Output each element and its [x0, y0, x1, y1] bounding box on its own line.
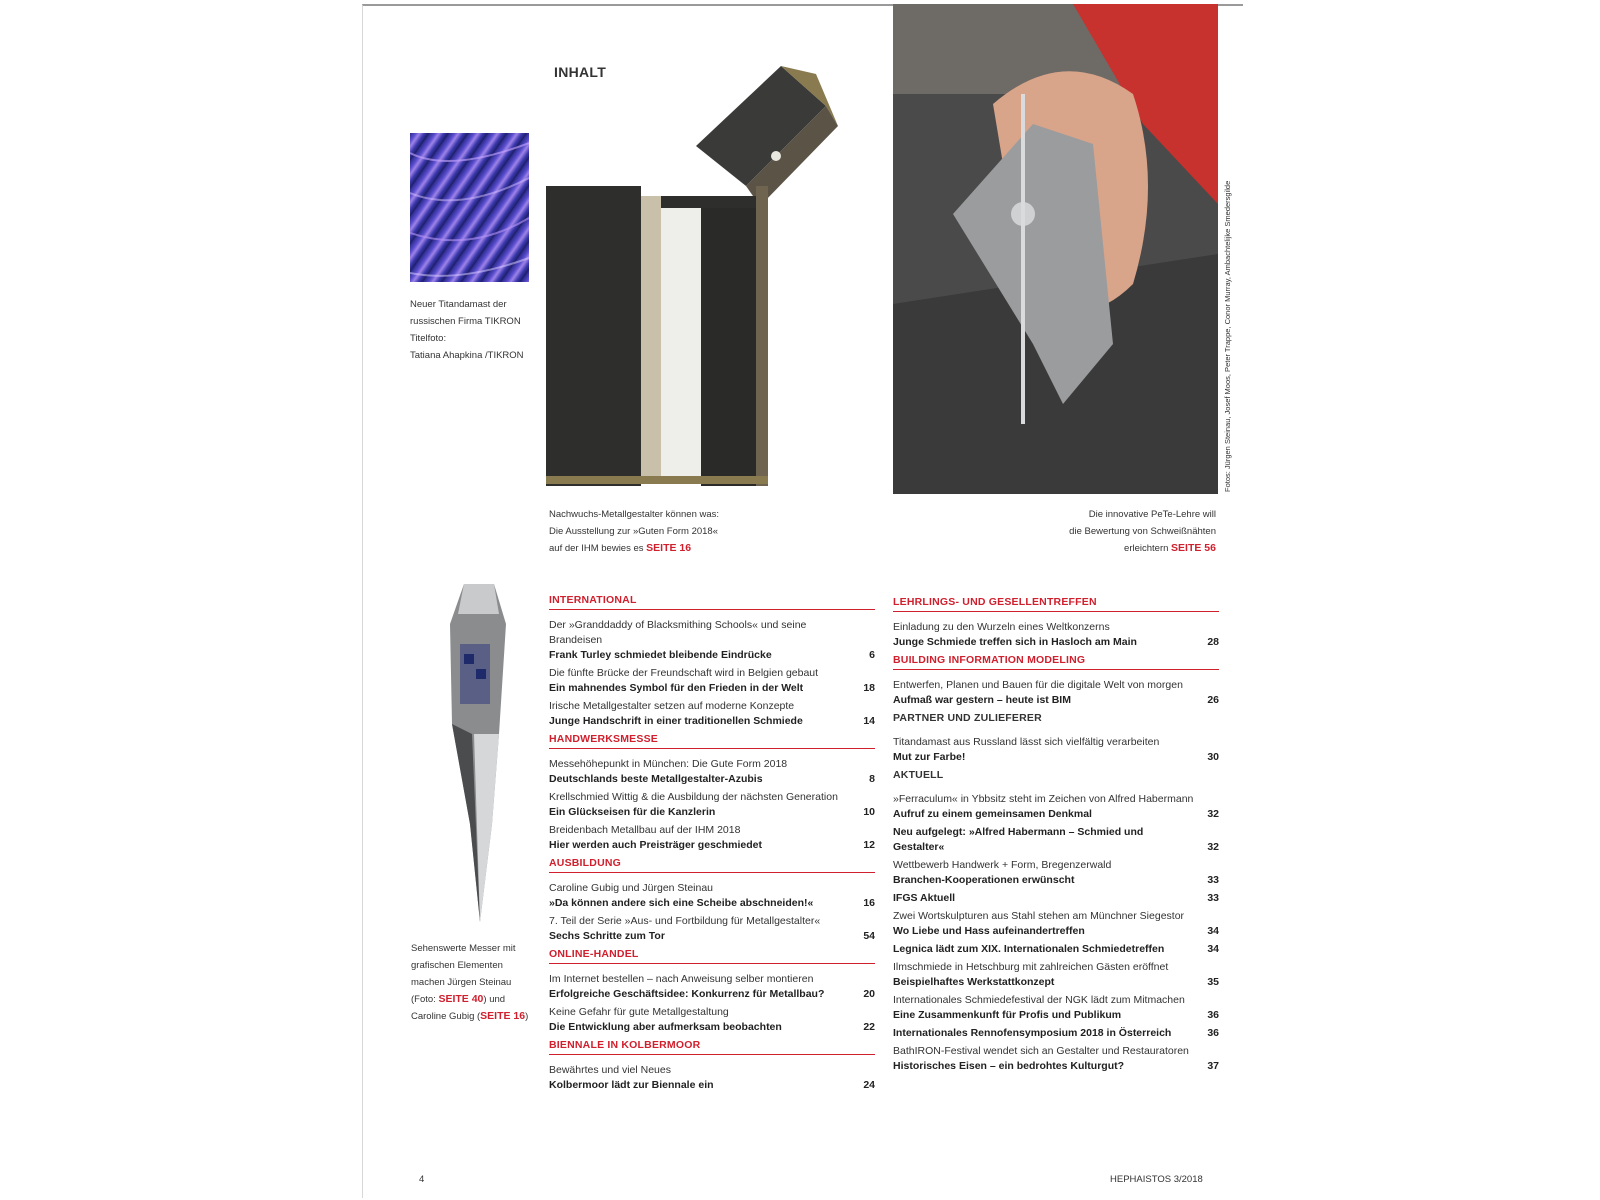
caption-line: [549, 540, 719, 557]
toc-section-heading: BUILDING INFORMATION MODELING: [893, 654, 1219, 670]
toc-entry-page: 30: [1207, 751, 1219, 763]
toc-entry-teaser: Wettbewerb Handwerk + Form, Bregenzerwald: [893, 859, 1112, 871]
toc-entry-title: IFGS Aktuell: [893, 892, 956, 904]
toc-entry-page: 10: [863, 806, 875, 818]
toc-entry-page: 24: [863, 1079, 875, 1091]
toc-entry-title: Erfolgreiche Geschäftsidee: Konkurrenz für Metallbau?: [549, 988, 825, 1000]
toc-entry-teaser: Keine Gefahr für gute Metallgestaltung: [549, 1006, 729, 1018]
toc-entry[interactable]: [893, 891, 1219, 906]
toc-section: [893, 769, 1219, 1074]
toc-entry-page: 8: [869, 773, 875, 785]
toc-entry-teaser: Einladung zu den Wurzeln eines Weltkonzerns: [893, 621, 1110, 633]
caption-line: russischen Firma TIKRON: [410, 316, 521, 327]
toc-entry[interactable]: [549, 757, 875, 787]
toc-entry-title: Eine Zusammenkunft für Profis und Publikum: [893, 1009, 1122, 1021]
toc-entry[interactable]: [893, 825, 1219, 855]
toc-entry[interactable]: [893, 960, 1219, 990]
toc-entry-page: 20: [863, 988, 875, 1000]
knife-caption: [411, 940, 528, 1025]
toc-section-heading: HANDWERKSMESSE: [549, 733, 875, 749]
toc-entry-title: Frank Turley schmiedet bleibende Eindrücke: [549, 649, 772, 661]
toc-entry-title: Mut zur Farbe!: [893, 751, 966, 763]
toc-entry-page: 36: [1207, 1009, 1219, 1021]
toc-entry[interactable]: [549, 972, 875, 1002]
toc-section: [893, 654, 1219, 708]
caption-line: Titelfoto:: [410, 333, 447, 344]
caption-line: grafischen Elementen: [411, 960, 503, 971]
caption-text: Caroline Gubig (: [411, 1011, 481, 1022]
toc-entry-title: Legnica lädt zum XIX. Internationalen Schmiedetreffen: [893, 943, 1165, 955]
caption-line: Sehenswerte Messer mit: [411, 943, 516, 954]
toc-entry-page: 16: [863, 897, 875, 909]
caption-line: Die innovative PeTe-Lehre will: [1088, 509, 1216, 520]
toc-entry-page: 37: [1207, 1060, 1219, 1072]
toc-entry-teaser: Titandamast aus Russland lässt sich vielfältig verarbeiten: [893, 736, 1160, 748]
toc-entry[interactable]: [549, 914, 875, 944]
toc-entry[interactable]: [893, 909, 1219, 939]
toc-entry-page: 32: [1207, 841, 1219, 853]
page-reference-link[interactable]: SEITE 16: [480, 1010, 526, 1022]
toc-entry[interactable]: [549, 618, 875, 663]
toc-entry-page: 36: [1207, 1027, 1219, 1039]
toc-entry[interactable]: [549, 699, 875, 729]
page-number: 4: [419, 1174, 425, 1185]
damast-pattern: [410, 133, 529, 282]
toc-entry-teaser: Internationales Schmiedefestival der NGK lädt zum Mitmachen: [893, 994, 1185, 1006]
toc-entry-title: Junge Schmiede treffen sich in Hasloch am Main: [893, 636, 1137, 648]
toc-entry[interactable]: [893, 942, 1219, 957]
toc-section: [549, 948, 875, 1035]
toc-entry-title: Sechs Schritte zum Tor: [549, 930, 665, 942]
knife-image: [444, 584, 514, 922]
toc-entry-page: 6: [869, 649, 875, 661]
toc-section-heading: PARTNER UND ZULIEFERER: [893, 712, 1042, 724]
gauge-caption: [1010, 506, 1216, 557]
toc-entry-page: 12: [863, 839, 875, 851]
photo-credit: Fotos: Jürgen Steinau, Josef Moos, Peter Trappe, Conor Murray, Ambachtelijke Smedersgilde: [1223, 180, 1232, 492]
toc-entry-title: Wo Liebe und Hass aufeinandertreffen: [893, 925, 1085, 937]
toc-entry[interactable]: [549, 666, 875, 696]
caption-text: (Foto:: [411, 994, 439, 1005]
toc-entry-page: 35: [1207, 976, 1219, 988]
toc-entry-page: 33: [1207, 892, 1219, 904]
toc-entry-page: 22: [863, 1021, 875, 1033]
cover-caption: [410, 296, 524, 364]
toc-entry-title: Die Entwicklung aber aufmerksam beobachten: [549, 1021, 782, 1033]
toc-entry[interactable]: [549, 1005, 875, 1035]
caption-line: [411, 991, 528, 1008]
toc-section: [549, 733, 875, 853]
toc-entry-title: Branchen-Kooperationen erwünscht: [893, 874, 1075, 886]
toc-entry-teaser: Krellschmied Wittig & die Ausbildung der nächsten Generation: [549, 791, 838, 803]
toc-entry[interactable]: [893, 735, 1219, 765]
toc-section: [893, 596, 1219, 650]
toc-entry-title: Deutschlands beste Metallgestalter-Azubis: [549, 773, 763, 785]
caption-text: auf der IHM bewies es: [549, 543, 644, 554]
toc-entry-title: Aufruf zu einem gemeinsamen Denkmal: [893, 808, 1092, 820]
toc-entry-teaser: Die fünfte Brücke der Freundschaft wird in Belgien gebaut: [549, 667, 819, 679]
toc-entry-title: Neu aufgelegt: »Alfred Habermann – Schmied und Gestalter«: [893, 826, 1144, 853]
toc-entry[interactable]: [549, 881, 875, 911]
titandamast-image: [410, 133, 529, 282]
toc-entry[interactable]: [549, 1063, 875, 1093]
toc-section-heading: LEHRLINGS- UND GESELLENTREFFEN: [893, 596, 1219, 612]
page-reference-link[interactable]: SEITE 56: [1171, 542, 1216, 554]
toc-entry-teaser: Der »Granddaddy of Blacksmithing Schools« und seine Brandeisen: [549, 619, 807, 646]
toc-entry-title: Hier werden auch Preisträger geschmiedet: [549, 839, 762, 851]
toc-entry[interactable]: [549, 823, 875, 853]
caption-line: Tatiana Ahapkina /TIKRON: [410, 350, 524, 361]
toc-entry-teaser: Bewährtes und viel Neues: [549, 1064, 671, 1076]
toc-entry-teaser: Im Internet bestellen – nach Anweisung selber montieren: [549, 973, 814, 985]
toc-entry-teaser: Messehöhepunkt in München: Die Gute Form 2018: [549, 758, 788, 770]
caption-text: ): [525, 1011, 529, 1022]
caption-line: Nachwuchs-Metallgestalter können was:: [549, 509, 720, 520]
caption-text: erleichtern: [1124, 543, 1169, 554]
toc-entry-title: Junge Handschrift in einer traditionellen Schmiede: [549, 715, 803, 727]
toc-entry-teaser: 7. Teil der Serie »Aus- und Fortbildung für Metallgestalter«: [549, 915, 821, 927]
toc-entry-teaser: »Ferraculum« in Ybbsitz steht im Zeichen von Alfred Habermann: [893, 793, 1194, 805]
caption-line: [411, 1008, 528, 1025]
page-reference-link[interactable]: SEITE 16: [646, 542, 692, 554]
toc-entry-teaser: Ilmschmiede in Hetschburg mit zahlreichen Gästen eröffnet: [893, 961, 1169, 973]
toc-entry-title: Kolbermoor lädt zur Biennale ein: [549, 1079, 714, 1091]
toc-entry-page: 26: [1207, 694, 1219, 706]
toc-section-heading: BIENNALE IN KOLBERMOOR: [549, 1039, 875, 1055]
toc-entry-title: Internationales Rennofensymposium 2018 in Österreich: [893, 1027, 1172, 1039]
toc-entry-page: 54: [863, 930, 875, 942]
issue-label: HEPHAISTOS 3/2018: [1110, 1174, 1203, 1185]
caption-line: [1010, 540, 1216, 557]
toc-section: [549, 1039, 875, 1093]
toc-entry-title: Ein Glückseisen für die Kanzlerin: [549, 806, 716, 818]
toc-section: [549, 857, 875, 944]
toc-entry-title: Historisches Eisen – ein bedrohtes Kulturgut?: [893, 1060, 1125, 1072]
toc-entry[interactable]: [893, 792, 1219, 822]
toc-entry[interactable]: [893, 1044, 1219, 1074]
toc-entry-page: 18: [863, 682, 875, 694]
toc-entry-title: »Da können andere sich eine Scheibe abschneiden!«: [549, 897, 814, 909]
toc-entry-teaser: Breidenbach Metallbau auf der IHM 2018: [549, 824, 741, 836]
toc-entry[interactable]: [893, 858, 1219, 888]
toc-entry[interactable]: [893, 1026, 1219, 1041]
toc-entry-teaser: Irische Metallgestalter setzen auf moderne Konzepte: [549, 700, 795, 712]
toc-entry-page: 34: [1207, 925, 1219, 937]
caption-line: machen Jürgen Steinau: [411, 977, 512, 988]
toc-entry-title: Aufmaß war gestern – heute ist BIM: [893, 694, 1071, 706]
toc-right-column: [893, 596, 1219, 1078]
toc-left-column: [549, 594, 875, 1097]
toc-entry-title: Ein mahnendes Symbol für den Frieden in der Welt: [549, 682, 804, 694]
toc-entry-page: 28: [1207, 636, 1219, 648]
page-reference-link[interactable]: SEITE 40: [438, 993, 484, 1005]
toc-entry[interactable]: [893, 620, 1219, 650]
toc-entry-teaser: Entwerfen, Planen und Bauen für die digitale Welt von morgen: [893, 679, 1183, 691]
page-title: INHALT: [554, 64, 607, 80]
caption-line: Die Ausstellung zur »Guten Form 2018«: [549, 526, 718, 537]
gate-caption: [549, 506, 719, 557]
toc-section-heading: AUSBILDUNG: [549, 857, 875, 873]
toc-entry-teaser: Zwei Wortskulpturen aus Stahl stehen am Münchner Siegestor: [893, 910, 1185, 922]
toc-section: [893, 712, 1219, 765]
toc-entry-page: 34: [1207, 943, 1219, 955]
toc-entry-page: 33: [1207, 874, 1219, 886]
caption-text: ) und: [483, 994, 506, 1005]
toc-entry[interactable]: [893, 678, 1219, 708]
toc-section-heading: INTERNATIONAL: [549, 594, 875, 610]
toc-section-heading: AKTUELL: [893, 769, 944, 781]
caption-line: die Bewertung von Schweißnähten: [1069, 526, 1216, 537]
caption-line: Neuer Titandamast der: [410, 299, 507, 310]
toc-section-heading: ONLINE-HANDEL: [549, 948, 875, 964]
toc-section: [549, 594, 875, 729]
toc-entry-teaser: Caroline Gubig und Jürgen Steinau: [549, 882, 714, 894]
gate-sculpture-image: [546, 66, 846, 490]
toc-entry[interactable]: [549, 790, 875, 820]
toc-entry-title: Beispielhaftes Werkstattkonzept: [893, 976, 1055, 988]
toc-entry-teaser: BathIRON-Festival wendet sich an Gestalter und Restauratoren: [893, 1045, 1189, 1057]
toc-entry-page: 32: [1207, 808, 1219, 820]
toc-entry-page: 14: [863, 715, 875, 727]
pete-gauge-photo: [893, 4, 1218, 494]
toc-entry[interactable]: [893, 993, 1219, 1023]
